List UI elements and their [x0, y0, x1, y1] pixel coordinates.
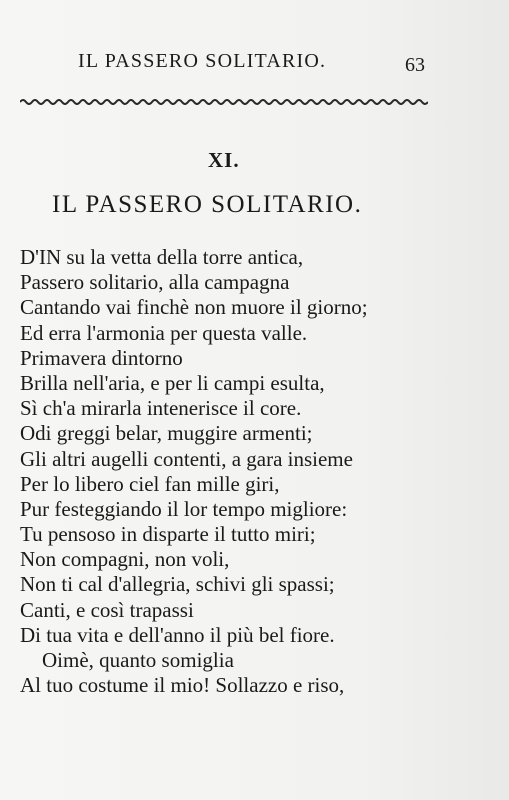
poem-body — [20, 245, 368, 698]
verse-line: Non compagni, non voli, — [20, 547, 230, 572]
verse-line: Canti, e così trapassi — [20, 597, 194, 622]
section-number: XI. — [208, 148, 240, 172]
verse-line: Ed erra l'armonia per questa valle. — [20, 320, 308, 345]
poem-title: IL PASSERO SOLITARIO. — [52, 191, 363, 218]
verse-line: Primavera dintorno — [20, 345, 183, 370]
page-number: 63 — [405, 54, 425, 76]
verse-line: Tu pensoso in disparte il tutto miri; — [20, 522, 316, 547]
verse-line: Al tuo costume il mio! Sollazzo e riso, — [20, 673, 345, 698]
verse-line: Odi greggi belar, muggire armenti; — [20, 421, 313, 446]
verse-line: Passero solitario, alla campagna — [20, 270, 290, 295]
running-title: IL PASSERO SOLITARIO. — [78, 50, 327, 72]
decorative-rule — [20, 98, 428, 106]
verse-line: Sì ch'a mirarla intenerisce il core. — [20, 396, 302, 421]
verse-line: Pur festeggiando il lor tempo migliore: — [20, 496, 348, 521]
verse-line: Per lo libero ciel fan mille giri, — [20, 471, 280, 496]
verse-line: Cantando vai finchè non muore il giorno; — [20, 295, 368, 320]
verse-line: Oimè, quanto somiglia — [42, 648, 234, 672]
verse-line: Gli altri augelli contenti, a gara insieme — [20, 446, 353, 471]
verse-line: Brilla nell'aria, e per li campi esulta, — [20, 370, 325, 395]
verse-line: Non ti cal d'allegria, schivi gli spassi; — [20, 572, 335, 597]
verse-line: D'IN su la vetta della torre antica, — [20, 245, 304, 269]
verse-line: Di tua vita e dell'anno il più bel fiore. — [20, 622, 335, 647]
